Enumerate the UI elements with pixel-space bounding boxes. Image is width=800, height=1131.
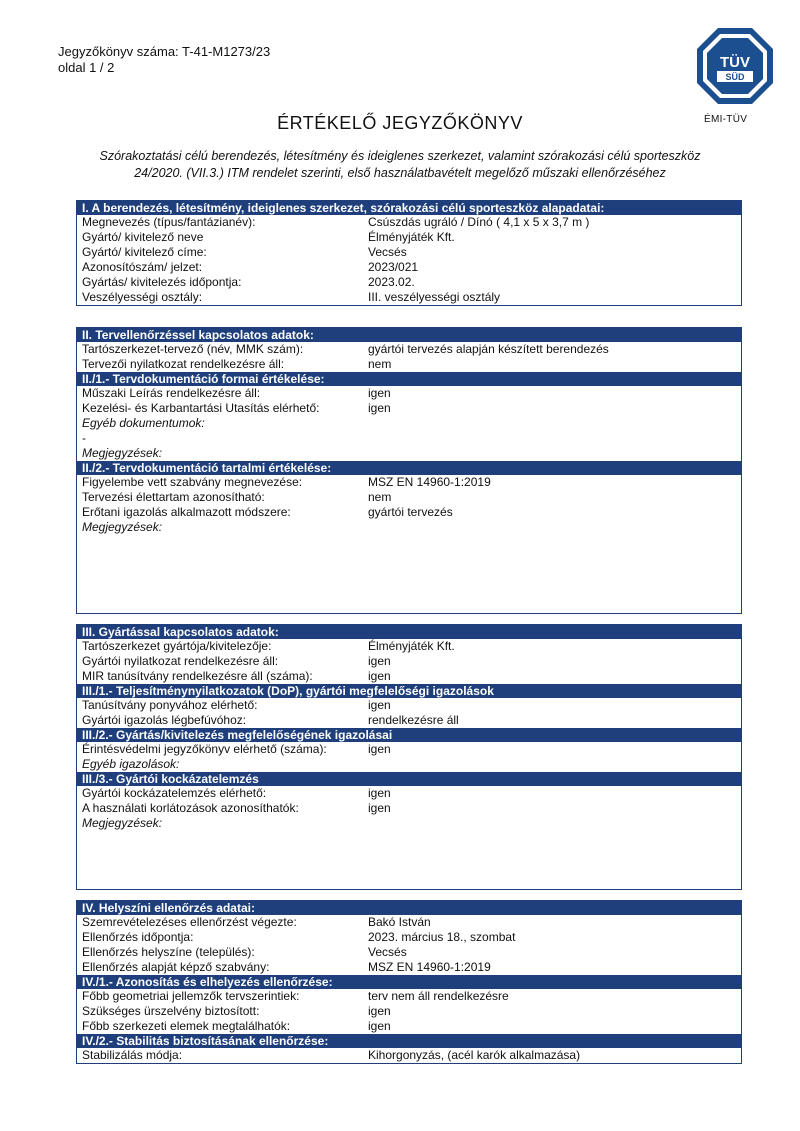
row-value: 2023.02.	[368, 275, 415, 289]
row-value: Kihorgonyzás, (acél karók alkalmazása)	[368, 1048, 581, 1062]
row-value: 2023/021	[368, 260, 419, 274]
subsection-heading: II./2.- Tervdokumentáció tartalmi értékelése:	[77, 461, 741, 475]
data-row	[77, 669, 741, 684]
data-row	[77, 639, 741, 654]
row-label: Erőtani igazolás alkalmazott módszere:	[82, 505, 291, 519]
row-value: rendelkezésre áll	[368, 713, 459, 727]
row-label: Figyelembe vett szabvány megnevezése:	[82, 475, 303, 489]
notes-label: Megjegyzések:	[82, 446, 163, 460]
subsection-heading: III./3.- Gyártói kockázatelemzés	[77, 772, 741, 786]
subsection-heading: IV./2.- Stabilitás biztosításának ellenőrzése:	[77, 1034, 741, 1048]
data-row	[77, 401, 741, 416]
data-row	[77, 230, 741, 245]
data-row	[77, 386, 741, 401]
row-value: Élményjáték Kft.	[368, 230, 455, 244]
row-label: Megnevezés (típus/fantázianév):	[82, 215, 256, 229]
row-label: Gyártás/ kivitelezés időpontja:	[82, 275, 242, 289]
row-value: MSZ EN 14960-1:2019	[368, 960, 491, 974]
subsection-heading: IV./1.- Azonosítás és elhelyezés ellenőrzése:	[77, 975, 741, 989]
data-row	[77, 290, 741, 305]
row-value: Vecsés	[368, 945, 407, 959]
subsection-heading: II./1.- Tervdokumentáció formai értékelése:	[77, 372, 741, 386]
section-heading: IV. Helyszíni ellenőrzés adatai:	[77, 901, 741, 915]
row-value: igen	[368, 669, 391, 683]
data-row	[77, 915, 741, 930]
row-label: Ellenőrzés helyszíne (település):	[82, 945, 255, 959]
data-row	[77, 786, 741, 801]
row-label: Szemrevételezéses ellenőrzést végezte:	[82, 915, 297, 929]
other-documents-value: -	[82, 431, 86, 445]
subtitle-line-1: Szórakoztatási célú berendezés, létesítmény és ideiglenes szerkezet, valamint szórakozási célú sporteszköz	[99, 149, 701, 163]
document-subtitle	[70, 148, 730, 182]
data-row	[77, 801, 741, 816]
section-manufacturing	[76, 624, 742, 890]
row-value: igen	[368, 742, 391, 756]
section-onsite-inspection	[76, 900, 742, 1064]
row-label: Ellenőrzés alapját képző szabvány:	[82, 960, 270, 974]
row-value: MSZ EN 14960-1:2019	[368, 475, 491, 489]
section-heading: II. Tervellenőrzéssel kapcsolatos adatok:	[77, 328, 741, 342]
row-value: nem	[368, 490, 392, 504]
subsection-heading: III./2.- Gyártás/kivitelezés megfelelőségének igazolásai	[77, 728, 741, 742]
data-row	[77, 357, 741, 372]
row-value: Csúszdás ugráló / Dínó ( 4,1 x 5 x 3,7 m )	[368, 215, 590, 229]
row-label: Főbb geometriai jellemzők tervszerintiek:	[82, 989, 300, 1003]
notes-area	[77, 535, 741, 613]
data-row	[77, 342, 741, 357]
row-value: Vecsés	[368, 245, 407, 259]
data-row	[77, 930, 741, 945]
row-label: Ellenőrzés időpontja:	[82, 930, 194, 944]
row-label: Tervezői nyilatkozat rendelkezésre áll:	[82, 357, 285, 371]
row-value: Élményjáték Kft.	[368, 639, 455, 653]
row-value: igen	[368, 1004, 391, 1018]
data-row	[77, 245, 741, 260]
row-label: Tervezési élettartam azonosítható:	[82, 490, 265, 504]
notes-label: Megjegyzések:	[82, 520, 163, 534]
row-label: Veszélyességi osztály:	[82, 290, 203, 304]
data-row	[77, 1019, 741, 1034]
logo-text-top: TÜV	[720, 54, 750, 71]
row-value: III. veszélyességi osztály	[368, 290, 501, 304]
data-row	[77, 960, 741, 975]
row-label: Gyártói nyilatkozat rendelkezésre áll:	[82, 654, 279, 668]
data-row	[77, 1004, 741, 1019]
other-documents-label: Egyéb dokumentumok:	[82, 416, 205, 430]
data-row	[77, 260, 741, 275]
row-value: terv nem áll rendelkezésre	[368, 989, 509, 1003]
data-row	[77, 505, 741, 520]
data-row	[77, 275, 741, 290]
row-value: 2023. március 18., szombat	[368, 930, 516, 944]
data-row	[77, 989, 741, 1004]
section-basic-data	[76, 200, 742, 306]
row-label: Gyártó/ kivitelező címe:	[82, 245, 207, 259]
notes-label: Megjegyzések:	[82, 816, 163, 830]
row-label: MIR tanúsítvány rendelkezésre áll (száma):	[82, 669, 313, 683]
row-value: gyártói tervezés alapján készített berendezés	[368, 342, 609, 356]
row-label: Stabilizálás módja:	[82, 1048, 183, 1062]
data-row	[77, 713, 741, 728]
other-certificates-label: Egyéb igazolások:	[82, 757, 180, 771]
row-label: A használati korlátozások azonosíthatók:	[82, 801, 299, 815]
row-label: Gyártói igazolás légbefúvóhoz:	[82, 713, 247, 727]
row-value: igen	[368, 698, 391, 712]
row-value: igen	[368, 654, 391, 668]
subsection-heading: III./1.- Teljesítménynyilatkozatok (DoP), gyártói megfelelőségi igazolások	[77, 684, 741, 698]
row-label: Gyártói kockázatelemzés elérhető:	[82, 786, 267, 800]
row-label: Tartószerkezet-tervező (név, MMK szám):	[82, 342, 304, 356]
data-row	[77, 945, 741, 960]
row-value: nem	[368, 357, 392, 371]
row-label: Kezelési- és Karbantartási Utasítás elérhető:	[82, 401, 320, 415]
record-number: Jegyzőkönyv száma: T-41-M1273/23	[58, 44, 271, 59]
data-row	[77, 654, 741, 669]
row-label: Gyártó/ kivitelező neve	[82, 230, 204, 244]
data-row	[77, 215, 741, 230]
subtitle-line-2: 24/2020. (VII.3.) ITM rendelet szerinti, első használatbavételt megelőző műszaki ellenőrzéséhez	[134, 166, 666, 180]
tuv-logo	[695, 26, 775, 106]
section-heading: III. Gyártással kapcsolatos adatok:	[77, 625, 741, 639]
row-value: igen	[368, 386, 391, 400]
row-label: Tanúsítvány ponyvához elérhető:	[82, 698, 258, 712]
document-header	[58, 44, 270, 76]
section-heading: I. A berendezés, létesítmény, ideiglenes szerkezet, szórakozási célú sporteszköz alapadatai:	[77, 201, 741, 215]
row-label: Tartószerkezet gyártója/kivitelezője:	[82, 639, 272, 653]
row-value: igen	[368, 801, 391, 815]
data-row	[77, 475, 741, 490]
row-label: Azonosítószám/ jelzet:	[82, 260, 203, 274]
row-value: Bakó István	[368, 915, 431, 929]
page-number: oldal 1 / 2	[58, 60, 115, 75]
data-row	[77, 698, 741, 713]
row-value: gyártói tervezés	[368, 505, 453, 519]
logo-text-bottom: SÜD	[725, 72, 745, 82]
row-label: Műszaki Leírás rendelkezésre áll:	[82, 386, 261, 400]
row-label: Érintésvédelmi jegyzőkönyv elérhető (száma):	[82, 742, 327, 756]
row-value: igen	[368, 401, 391, 415]
row-label: Főbb szerkezeti elemek megtalálhatók:	[82, 1019, 291, 1033]
data-row	[77, 490, 741, 505]
data-row	[77, 742, 741, 757]
section-design-check	[76, 327, 742, 614]
document-title: ÉRTÉKELŐ JEGYZŐKÖNYV	[277, 113, 523, 133]
row-value: igen	[368, 786, 391, 800]
row-label: Szükséges ürszelvény biztosított:	[82, 1004, 260, 1018]
row-value: igen	[368, 1019, 391, 1033]
notes-area	[77, 831, 741, 889]
data-row	[77, 1048, 741, 1063]
logo-caption: ÉMI-TÜV	[704, 114, 748, 125]
